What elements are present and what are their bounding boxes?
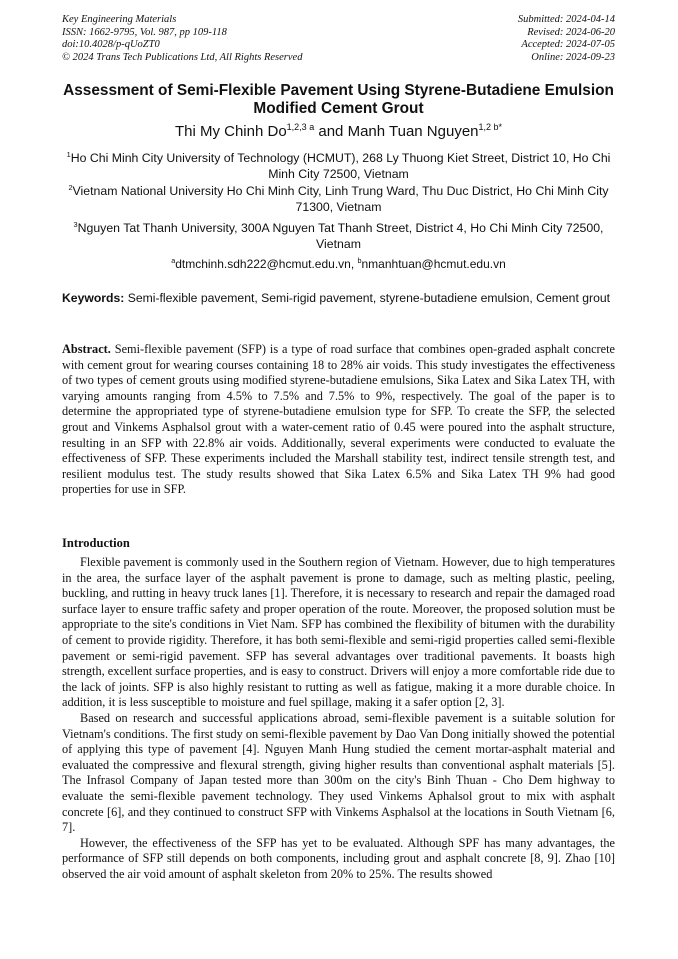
affiliation-2	[62, 183, 615, 215]
introduction-body	[62, 555, 615, 882]
copyright-line: © 2024 Trans Tech Publications Ltd, All Rights Reserved	[62, 51, 303, 63]
abstract-text: Semi-flexible pavement (SFP) is a type of road surface that combines open-graded asphalt concrete with cement grout for wearing courses containing 18 to 28% air voids. This study investigates the effectiveness of two types of cement grouts using modified styrene-butadiene emulsions, Sika Latex and Sika Latex TH, with varying amounts ranging from 4.5% to 7.5% and 7.5% to 9%, respectively. The goal of the paper is to determine the appropriated type of styrene-butadiene emulsion type for SFP. To create the SFP, the selected grout and Vinkems Asphalsol grout with a water-cement ratio of 0.45 were poured into the asphalt structure, resulting in an SFP with 22.8% air voids. Additionally, several experiments were conducted to evaluate the effectiveness of SFP. These experiments included the Marshall stability test, indirect tensile strength test, and resilient modulus test. The study results showed that Sika Latex 6.5% and Sika Latex TH 9% had good properties for use in SFP.	[62, 342, 619, 497]
affiliation-3	[62, 220, 615, 252]
doi-line: doi:10.4028/p-qUoZT0	[62, 39, 160, 50]
author-2-name: Manh Tuan Nguyen	[347, 123, 479, 140]
keywords-section	[62, 291, 615, 307]
affiliation-1-text: Ho Chi Minh City University of Technology (HCMUT), 268 Ly Thuong Kiet Street, District 10, Ho Chi Minh City 72500, Vietnam	[70, 151, 611, 181]
affiliation-2-superscript: 2	[68, 182, 73, 192]
email-a-superscript: a	[171, 256, 176, 265]
submitted-date: Submitted: 2024-04-14	[517, 14, 615, 25]
affiliation-1	[62, 150, 615, 182]
keywords-text: Semi-flexible pavement, Semi-rigid pavement, styrene-butadiene emulsion, Cement grout	[124, 291, 611, 305]
email-line	[62, 257, 615, 272]
email-b-superscript: b	[357, 256, 362, 265]
author-1-name: Thi My Chinh Do	[174, 123, 287, 140]
keywords-label: Keywords:	[62, 291, 125, 305]
email-b[interactable]: nmanhtuan@hcmut.edu.vn	[361, 257, 506, 271]
journal-header-right	[518, 14, 615, 64]
abstract-section	[62, 342, 619, 498]
author-conjunction: and	[314, 123, 348, 140]
author-line	[62, 123, 615, 141]
online-date: Online: 2024-09-23	[531, 51, 615, 63]
revised-date: Revised: 2024-06-20	[527, 26, 615, 38]
affiliation-3-superscript: 3	[73, 219, 78, 229]
affiliation-2-text: Vietnam National University Ho Chi Minh City, Linh Trung Ward, Thu Duc District, Ho Chi Minh City 71300, Vietnam	[72, 184, 609, 214]
email-a[interactable]: dtmchinh.sdh222@hcmut.edu.vn,	[175, 257, 358, 271]
introduction-paragraph-1: Flexible pavement is commonly used in the Southern region of Vietnam. However, due to high temperatures in the area, the surface layer of the asphalt pavement is prone to damage, such as melting plastic, peeling, buckling, and rutting in heavy truck lanes [1]. Therefore, it is necessary to research and repair the damaged road surface layer to ensure traffic safety and proper operation of the route. Moreover, the proposed solution must be appropriate to the site's conditions in Viet Nam. SFP has combined the flexibility of bitumen with the durability of cement to provide rigidity. Therefore, it has both semi-flexible and semi-rigid properties called semi-flexible pavement or semi-rigid pavement. SFP has several advantages over traditional pavements. It boasts high strength, excellent surface properties, and is easy to construct. Drivers will enjoy a more comfortable ride due to the lack of joints. SFP is also highly resistant to rutting as well as fatigue, making it a more durable choice. In addition, it is less susceptible to moisture and fuel spillage, making it a safer option [2, 3].	[62, 555, 615, 710]
affiliation-3-text: Nguyen Tat Thanh University, 300A Nguyen Tat Thanh Street, District 4, Ho Chi Minh City 72500, Vietnam	[77, 221, 604, 251]
introduction-paragraph-3: However, the effectiveness of the SFP has yet to be evaluated. Although SPF has many advantages, the performance of SFP still depends on both components, including grout and asphalt concrete [8, 9]. Zhao [10] observed the air void amount of asphalt skeleton from 20% to 25%. The results showed	[62, 835, 615, 881]
introduction-paragraph-2: Based on research and successful applications abroad, semi-flexible pavement is a suitable solution for Vietnam's conditions. The first study on semi-flexible pavement by Dao Van Dong initially showed the potential of applying this type of pavement [4]. Nguyen Manh Hung studied the cement mortar-asphalt material and evaluated the compressive and flexural strength, giving higher results than conventional asphalt materials [5]. The Infrasol Company of Japan tested more than 300m on the city's Binh Thuan - Cho Dem highway to evaluate the semi-flexible pavement technology. They used Vinkems Aphalsol grout to mix with asphalt concrete [6], and they continued to construct SFP with Vinkems Asphalsol at the locations in South Vietnam [6, 7].	[62, 710, 615, 835]
issn-line: ISSN: 1662-9795, Vol. 987, pp 109-118	[62, 26, 227, 38]
author-2-superscript: 1,2 b*	[478, 122, 503, 132]
abstract-label: Abstract.	[62, 342, 111, 356]
accepted-date: Accepted: 2024-07-05	[521, 39, 615, 50]
introduction-heading: Introduction	[62, 536, 130, 550]
journal-name: Key Engineering Materials	[62, 14, 177, 25]
paper-title: Assessment of Semi-Flexible Pavement Using Styrene-Butadiene Emulsion Modified Cement Grout	[63, 82, 614, 117]
author-1-superscript: 1,2,3 a	[286, 122, 315, 132]
affiliation-1-superscript: 1	[66, 149, 71, 159]
journal-header-left	[62, 14, 302, 64]
